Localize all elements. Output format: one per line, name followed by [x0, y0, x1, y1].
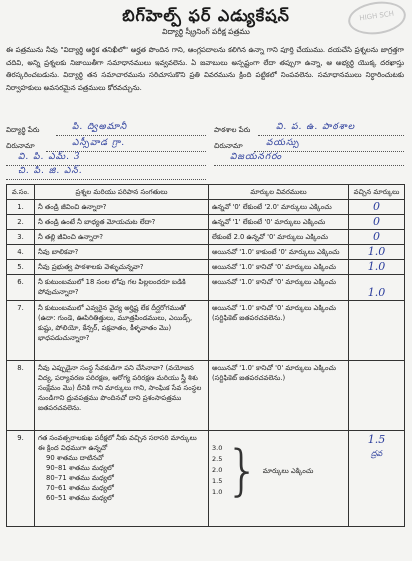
- row-question: నీ తల్లి జీవించి ఉన్నారా?: [35, 230, 209, 245]
- table-row: [7, 230, 405, 245]
- district-value[interactable]: విజయనగరం: [230, 152, 283, 162]
- district-line: [214, 165, 404, 166]
- col-header-score: వచ్చిన మార్కులు: [349, 185, 405, 200]
- row-score[interactable]: 1.0: [349, 260, 405, 275]
- scale-value: 2.0: [212, 466, 223, 474]
- row9-item: 90 శాతము దాటినచో: [46, 454, 104, 462]
- table-row: [7, 245, 405, 260]
- row-number: 7.: [7, 301, 35, 361]
- col-header-marks: మార్కుల వివరములు: [209, 185, 349, 200]
- student-name-label: విద్యార్థి పేరు: [6, 126, 40, 134]
- school-line: [258, 135, 404, 136]
- school-stamp: HIGH SCH: [346, 0, 408, 38]
- row9-question-text: గత సంవత్సరాలకుఖ పరీక్షలో నీకు వచ్చిన సరాసరి మార్కులు ఈ క్రింద విధముగా ఉన్నచో: [38, 434, 197, 452]
- row-score[interactable]: 1.0: [349, 245, 405, 260]
- scale-value: 1.5: [212, 477, 223, 485]
- row-number: 2.: [7, 215, 35, 230]
- row-marks-rule: అయినవో '1.0' కానిచో '0' మార్కులు ఎక్కించు: [209, 275, 349, 301]
- table-row: [7, 431, 405, 527]
- row-question: నీవు బాలికవా?: [35, 245, 209, 260]
- row9-item: 90–81 శాతము మధ్యలో: [46, 464, 114, 472]
- form-title: బిగ్‌హెల్ప్ ఫర్ ఎడ్యుకేషన్: [122, 6, 290, 25]
- screening-table: [6, 184, 405, 527]
- row-score[interactable]: 0: [349, 200, 405, 215]
- table-row: [7, 361, 405, 431]
- scale-value: 1.0: [212, 488, 223, 496]
- row-marks-rule: అయినవో '1.0' కాకుంటే '0' మార్కులు ఎక్కించు: [209, 245, 349, 260]
- scale-value: 2.5: [212, 455, 223, 463]
- row-question: [35, 431, 209, 527]
- address-label-right: చిరునామా: [214, 142, 243, 150]
- col-header-question: ప్రశ్నల మరియు పరిపాన సంగతులు: [35, 185, 209, 200]
- row-number: 5.: [7, 260, 35, 275]
- row-marks-rule: ఉన్నవో '1' లేకుంటే '0' మార్కులు ఎక్కించు: [209, 215, 349, 230]
- school-value[interactable]: వి. ప. ఉ. పాఠశాల: [276, 122, 356, 132]
- row-question: నీ కుటుంబములో ఎవ్వరైన వైద్య అర్హిష్ట లేక దీర్ఘరోగముతో (ఉదా: గుండె, ఊపిరితిత్తులు, మూత్రపిండములు, ఎయిడ్స్, కుష్టు, పోలియో, కేన్సర్, పక్షవాతం, కీళ్ళవాతం మొ) భాధపడుచున్నారా?: [35, 301, 209, 361]
- row9-score-value: 1.5: [367, 433, 386, 446]
- row-score[interactable]: [349, 361, 405, 431]
- school-label: పాఠశాల పేరు: [214, 126, 251, 134]
- row-number: 6.: [7, 275, 35, 301]
- row-score[interactable]: [349, 431, 405, 527]
- row-score[interactable]: 0: [349, 215, 405, 230]
- marks-scale: [212, 438, 345, 502]
- row-number: 1.: [7, 200, 35, 215]
- col-header-serial: వ.సం.: [7, 185, 35, 200]
- row-score[interactable]: 1.0: [349, 275, 405, 301]
- address3-line: [6, 179, 206, 180]
- row-marks-rule: అయినవో '1.0' కానిచో '0' మార్కులు ఎక్కించు (సర్టిఫికెట్ జతపరచవలెను.): [209, 301, 349, 361]
- table-row: [7, 200, 405, 215]
- table-row: [7, 215, 405, 230]
- row-score[interactable]: [349, 301, 405, 361]
- address-value[interactable]: ఎస్సీవాడ గ్రా.: [72, 138, 126, 148]
- row-question: నీవు ఎప్పుడైనా సంస్థ సేవకుడిగా పని చేసినావా? (వయోజన విద్య, పర్యావరణ పరిరక్షణ, ఆరోగ్య పరిరక్షణ మరియు స్త్రీ శిశు సంక్షేమం మొ) దీనికి గాని మార్కులు గాని, సాంఘిక సేవ సంస్థల నుండిగాని ధ్రువపత్రము పొందినచో దాని ప్రశంసాపత్రము జతపరచవలెను.: [35, 361, 209, 431]
- address-label: చిరునామా: [6, 142, 35, 150]
- table-row: [7, 260, 405, 275]
- row9-item: 80–71 శాతము మధ్యలో: [46, 474, 114, 482]
- scale-value: 3.0: [212, 444, 223, 452]
- row9-score-note: ద్రవ: [370, 449, 383, 458]
- table-row: [7, 275, 405, 301]
- row-marks-rule: [209, 431, 349, 527]
- row9-item: 70–61 శాతము మధ్యలో: [46, 484, 114, 492]
- form-subtitle: విద్యార్థి స్క్రీనింగ్ పరీక్ష పత్రము: [162, 27, 250, 36]
- row-number: 8.: [7, 361, 35, 431]
- address2-value[interactable]: వి. పి. ఎమ్. 3: [18, 152, 81, 162]
- row-question: నీ కుటుంబములో 18 సంల లోపు గల పిల్లలందరూ బడికి పోవుచున్నారా?: [35, 275, 209, 301]
- student-name-value[interactable]: పి. ద్విఅమానీ: [72, 122, 128, 132]
- row-number: 9.: [7, 431, 35, 527]
- row-marks-rule: అయినవో '1.0' కానిచో '0' మార్కులు ఎక్కించు (సర్టిఫికెట్ జతపరచవలెను.): [209, 361, 349, 431]
- address3-value[interactable]: చి. పి. జి. ఎన్.: [18, 166, 83, 176]
- row-score[interactable]: 0: [349, 230, 405, 245]
- brace-icon: }: [225, 438, 260, 502]
- row-marks-rule: లేకుంటే 2.0 ఉన్నవో '0' మార్కులు ఎక్కించు: [209, 230, 349, 245]
- row-question: నీ తండ్రి ఉంటే నీ బాధ్యత మోయచుట లేదా?: [35, 215, 209, 230]
- row-question: నీ తండ్రి జీవించి ఉన్నారా?: [35, 200, 209, 215]
- table-row: [7, 301, 405, 361]
- instructions-paragraph: ఈ పత్రమును నీవు "విద్యార్థి ఆర్థిక తనిఖీలో" అర్హత పొందిన గాని, ఆంగ్లపదాలను కలిగిన ఉన్నా గాని పూర్తి చేయుము. దయచేసి ప్రశ్నలను జాగ్రత్తగా చదివి, అన్ని ప్రశ్నలకు నిజాయితీగా సమాధానములు ఇవ్వవలెను. ఏ జవాబులు అస్పష్టంగా లేదా తప్పుగా ఉన్నా, ఆ అభ్యర్థి యొక్క దరఖాస్తు తిరస్కరించబడును. విద్యార్థి తన సమాచారమును సరిచూసుకొని ప్రతి వివరమును క్రింది పట్టికలో నింపవలెను. సమాధానములు నిర్ధారించుటకు నిర్వాహకులు అవసరమైన పత్రములు కోరవచ్చును.: [6, 46, 404, 92]
- row-question: నీవు ప్రభుత్వ పాఠశాలకు వెళ్ళుచున్నవా?: [35, 260, 209, 275]
- student-name-line: [56, 135, 206, 136]
- address-value-right[interactable]: వయస్సు: [266, 138, 300, 148]
- table-header-row: [7, 185, 405, 200]
- row-number: 4.: [7, 245, 35, 260]
- row-number: 3.: [7, 230, 35, 245]
- row9-item: 60–51 శాతము మధ్యలో: [46, 494, 114, 502]
- row-marks-rule: ఉన్నవో '0' లేకుంటే '2.0' మార్కులు ఎక్కించు: [209, 200, 349, 215]
- scale-values: [212, 443, 222, 498]
- row9-marks-label: మార్కులు ఎక్కించు: [262, 466, 314, 475]
- row-marks-rule: అయినవో '1.0' కానిచో '0' మార్కులు ఎక్కించు: [209, 260, 349, 275]
